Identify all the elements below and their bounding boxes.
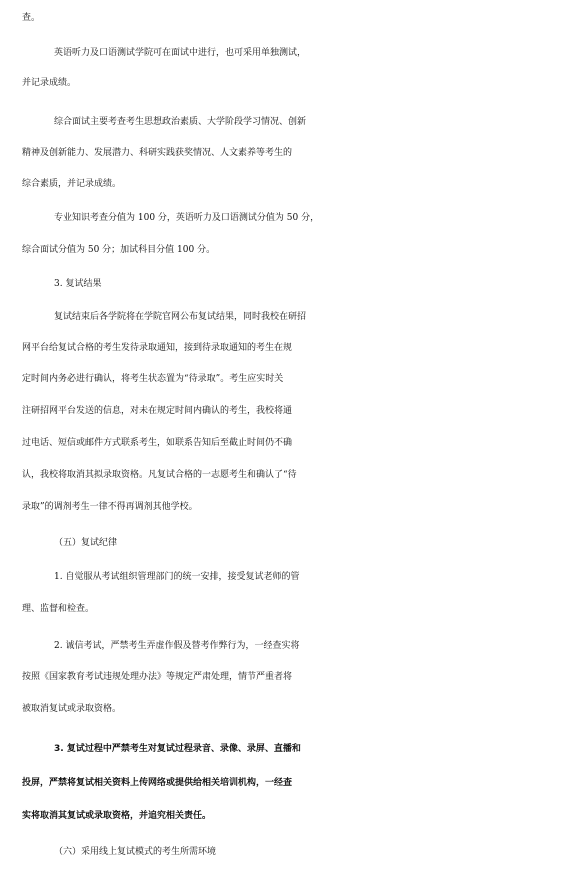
text-line: 查。 [22,13,41,23]
text-line: 综合素质，并记录成绩。 [22,179,122,189]
text-line: 2. 诚信考试，严禁考生弄虚作假及替考作弊行为，一经查实将 [54,641,300,651]
text-line: 复试结束后各学院将在学院官网公布复试结果，同时我校在研招 [54,312,307,322]
text-line: 并记录成绩。 [22,78,77,88]
section-heading: （六）采用线上复试模式的考生所需环境 [54,847,217,857]
text-line: 录取”的调剂考生一律不得再调剂其他学校。 [22,502,198,512]
text-line: 专业知识考查分值为 100 分，英语听力及口语测试分值为 50 分， [54,213,320,223]
text-line: 理、监督和检查。 [22,604,95,614]
text-line: 注研招网平台发送的信息，对未在规定时间内确认的考生，我校将通 [22,406,293,416]
text-line: 英语听力及口语测试学院可在面试中进行，也可采用单独测试， [54,48,307,58]
text-line: 认，我校将取消其拟录取资格。凡复试合格的一志愿考生和确认了“待 [22,470,297,480]
text-line: 精神及创新能力、发展潜力、科研实践获奖情况、人文素养等考生的 [22,148,293,158]
text-line: 定时间内务必进行确认，将考生状态置为“待录取”。考生应实时关 [22,374,284,384]
text-line: 综合面试分值为 50 分；加试科目分值 100 分。 [22,245,216,255]
text-line: 按照《国家教育考试违规处理办法》等规定严肃处理，情节严重者将 [22,672,293,682]
text-line: 综合面试主要考查考生思想政治素质、大学阶段学习情况、创新 [54,117,307,127]
text-line: 过电话、短信或邮件方式联系考生，如联系告知后至截止时间仍不确 [22,438,293,448]
section-heading: （五）复试纪律 [54,538,118,548]
text-line: 被取消复试或录取资格。 [22,704,122,714]
bold-text-line: 实将取消其复试或录取资格，并追究相关责任。 [22,811,212,821]
section-heading: 3. 复试结果 [54,279,102,289]
text-line: 1. 自觉服从考试组织管理部门的统一安排，接受复试老师的管 [54,572,300,582]
text-line: 网平台给复试合格的考生发待录取通知，接到待录取通知的考生在规 [22,343,293,353]
bold-text-line: 投屏，严禁将复试相关资料上传网络或提供给相关培训机构，一经查 [22,778,293,788]
bold-text-line: 3. 复试过程中严禁考生对复试过程录音、录像、录屏、直播和 [54,744,301,754]
